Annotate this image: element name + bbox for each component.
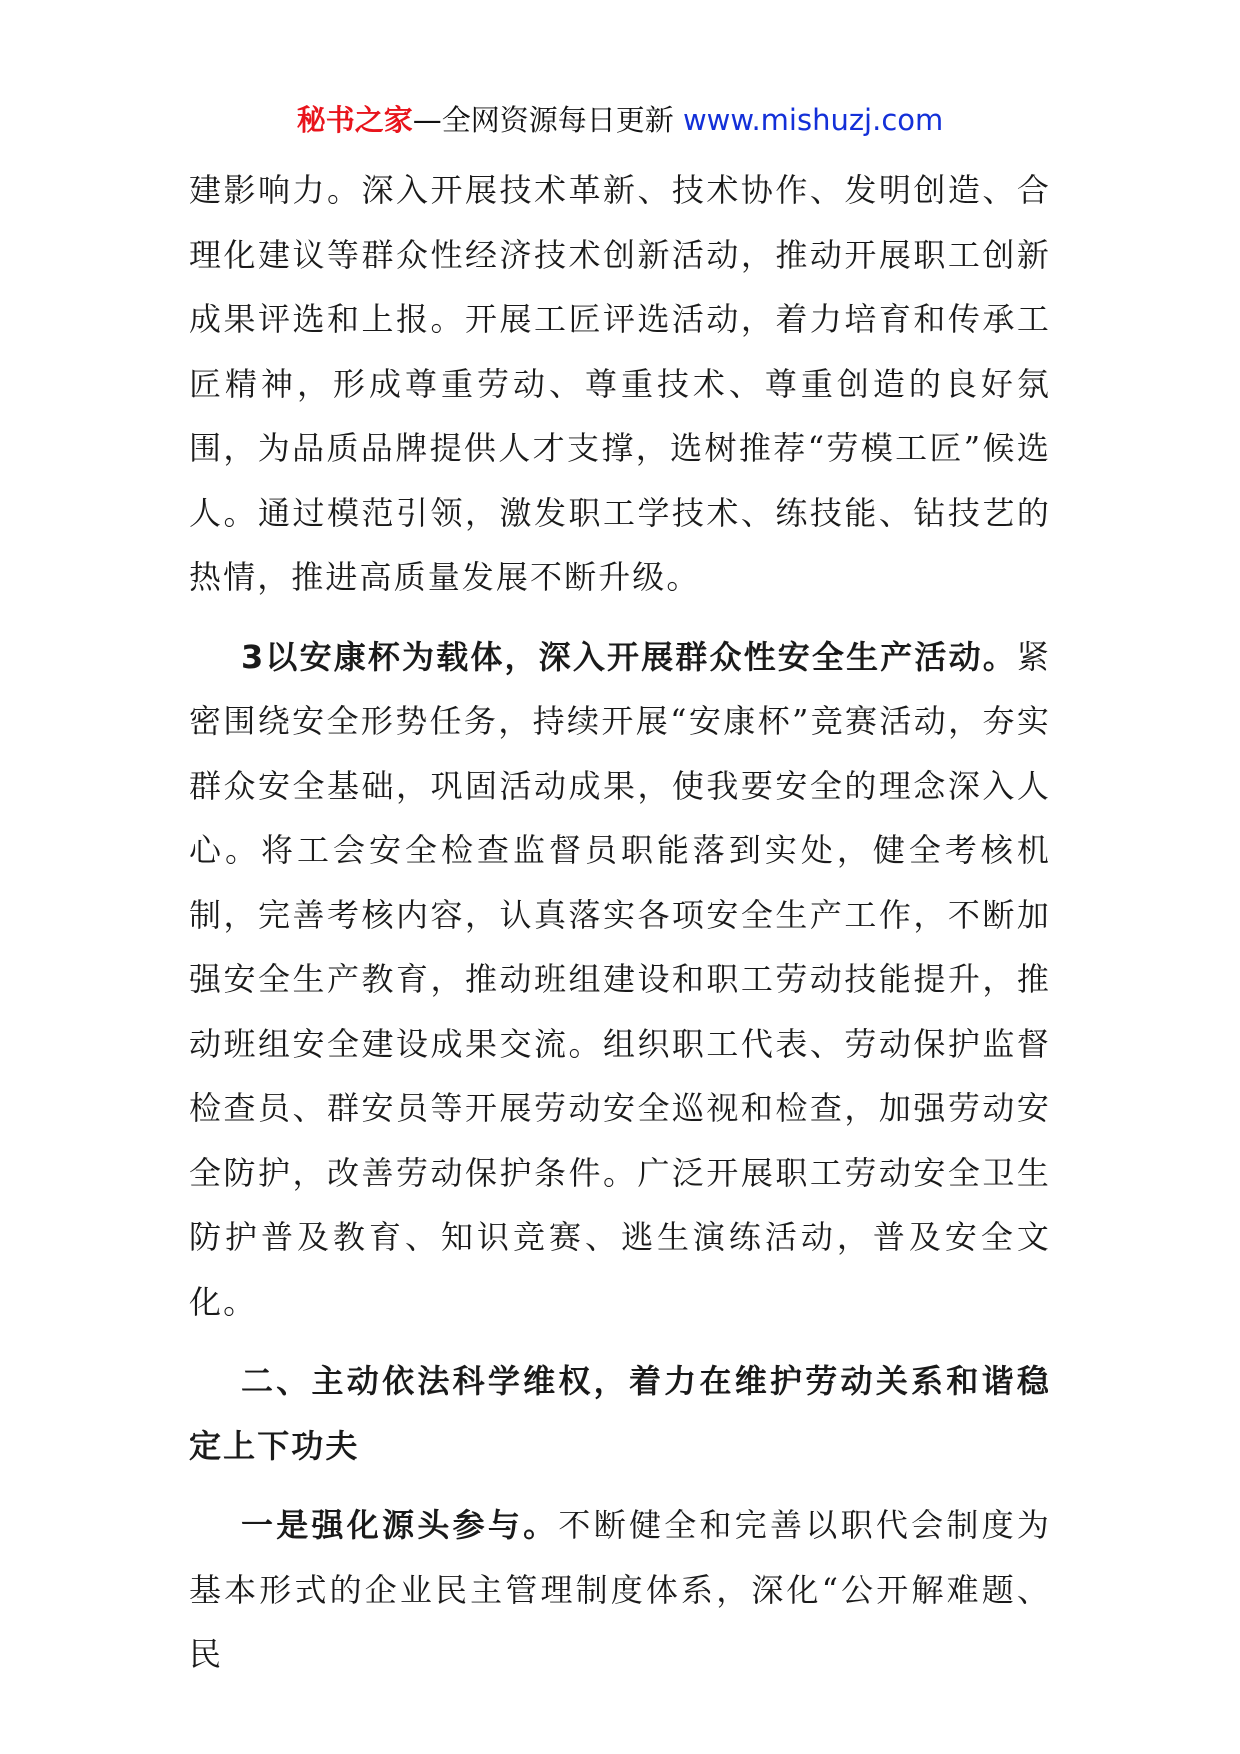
paragraph-text: 建影响力。深入开展技术革新、技术协作、发明创造、合理化建议等群众性经济技术创新活动，推动开展职工创新成果评选和上报。开展工匠评选活动，着力培育和传承工匠精神，形成尊重劳动、尊重技术、尊重创造的良好氛围，为品质品牌提供人才支撑，选树推荐“劳模工匠”候选人。通过模范引领，激发职工学技术、练技能、钻技艺的热情，推进高质量发展不断升级。 — [189, 171, 1051, 596]
paragraph-text: 不断健全和完善以职代会制度为基本形式的企业民主管理制度体系，深化“公开解难题、民 — [189, 1506, 1052, 1673]
header-tagline: —全网资源每日更新 — [412, 103, 674, 137]
paragraph-source-participation — [189, 1493, 1051, 1687]
section-heading-text: 二、主动依法科学维权，着力在维护劳动关系和谐稳定上下功夫 — [189, 1362, 1051, 1465]
paragraph-lead: 一是强化源头参与。 — [241, 1506, 559, 1544]
section-heading — [189, 1349, 1051, 1478]
paragraph-ankang-cup — [189, 625, 1051, 1335]
header-url[interactable]: www.mishuzj.com — [682, 103, 944, 137]
paragraph-continuation — [189, 158, 1051, 610]
paragraph-lead: 3以安康杯为载体，深入开展群众性安全生产活动。 — [241, 637, 1017, 676]
document-body — [189, 158, 1051, 1687]
paragraph-text: 紧密围绕安全形势任务，持续开展“安康杯”竞赛活动，夯实群众安全基础，巩固活动成果，使我要安全的理念深入人心。将工会安全检查监督员职能落到实处，健全考核机制，完善考核内容，认真落实各项安全生产工作，不断加强安全生产教育，推动班组建设和职工劳动技能提升，推动班组安全建设成果交流。组织职工代表、劳动保护监督检查员、群安员等开展劳动安全巡视和检查，加强劳动安全防护，改善劳动保护条件。广泛开展职工劳动安全卫生防护普及教育、知识竞赛、逃生演练活动，普及安全文化。 — [189, 637, 1051, 1321]
site-header — [0, 100, 1240, 140]
header-brand: 秘书之家 — [296, 103, 413, 137]
